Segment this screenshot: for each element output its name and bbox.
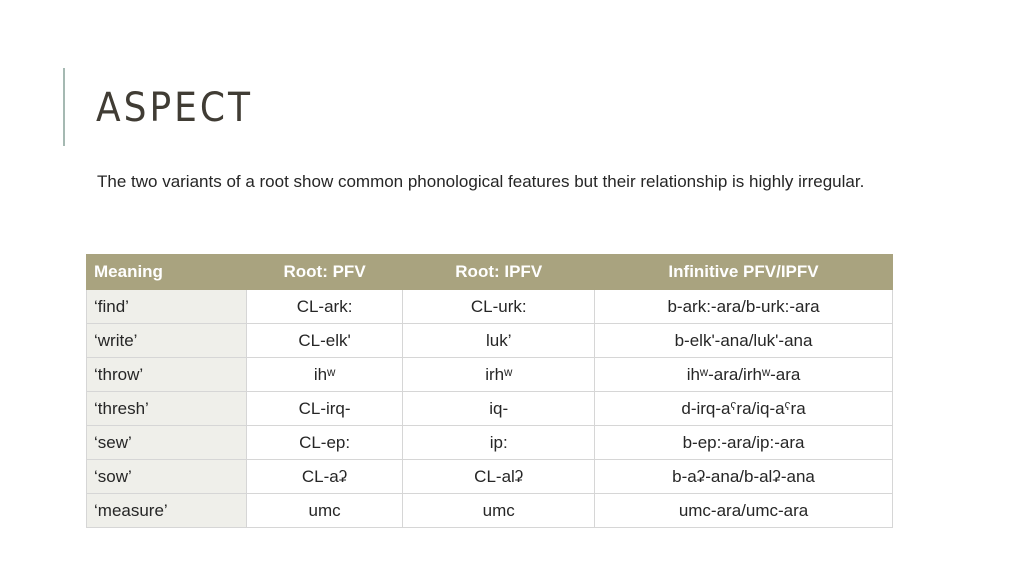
cell-root-ipfv: luk’: [403, 324, 595, 358]
cell-infinitive: b-elk'-ana/luk'-ana: [595, 324, 893, 358]
cell-root-ipfv: CL-urk:: [403, 290, 595, 324]
cell-meaning: ‘sow’: [87, 460, 247, 494]
cell-root-ipfv: irhʷ: [403, 358, 595, 392]
cell-infinitive: d-irq-aˁra/iq-aˁra: [595, 392, 893, 426]
header-root-ipfv: Root: IPFV: [403, 255, 595, 290]
cell-infinitive: umc-ara/umc-ara: [595, 494, 893, 528]
cell-root-ipfv: CL-alʡ: [403, 460, 595, 494]
cell-root-pfv: CL-ark:: [246, 290, 403, 324]
table-header-row: [87, 255, 893, 290]
cell-meaning: ‘find’: [87, 290, 247, 324]
cell-root-pfv: CL-irq-: [246, 392, 403, 426]
table-row: [87, 358, 893, 392]
header-infinitive: Infinitive PFV/IPFV: [595, 255, 893, 290]
cell-meaning: ‘sew’: [87, 426, 247, 460]
cell-infinitive: b-ep:-ara/ip:-ara: [595, 426, 893, 460]
table-row: [87, 290, 893, 324]
cell-root-pfv: ihʷ: [246, 358, 403, 392]
table-row: [87, 392, 893, 426]
aspect-table: [86, 254, 893, 528]
title-accent-bar: [63, 68, 65, 146]
cell-root-pfv: CL-aʡ: [246, 460, 403, 494]
cell-root-ipfv: umc: [403, 494, 595, 528]
cell-root-ipfv: ip:: [403, 426, 595, 460]
cell-root-pfv: umc: [246, 494, 403, 528]
table-row: [87, 426, 893, 460]
header-root-pfv: Root: PFV: [246, 255, 403, 290]
cell-infinitive: b-aʡ-ana/b-alʡ-ana: [595, 460, 893, 494]
cell-meaning: ‘measure’: [87, 494, 247, 528]
header-meaning: Meaning: [87, 255, 247, 290]
body-text: The two variants of a root show common phonological features but their relationship is highly irregular.: [97, 172, 865, 191]
table-row: [87, 460, 893, 494]
cell-infinitive: ihʷ-ara/irhʷ-ara: [595, 358, 893, 392]
cell-root-ipfv: iq-: [403, 392, 595, 426]
table-row: [87, 494, 893, 528]
cell-meaning: ‘throw’: [87, 358, 247, 392]
cell-infinitive: b-ark:-ara/b-urk:-ara: [595, 290, 893, 324]
page-title: ASPECT: [96, 85, 254, 131]
table-row: [87, 324, 893, 358]
cell-root-pfv: CL-elk': [246, 324, 403, 358]
cell-meaning: ‘write’: [87, 324, 247, 358]
cell-root-pfv: CL-ep:: [246, 426, 403, 460]
cell-meaning: ‘thresh’: [87, 392, 247, 426]
